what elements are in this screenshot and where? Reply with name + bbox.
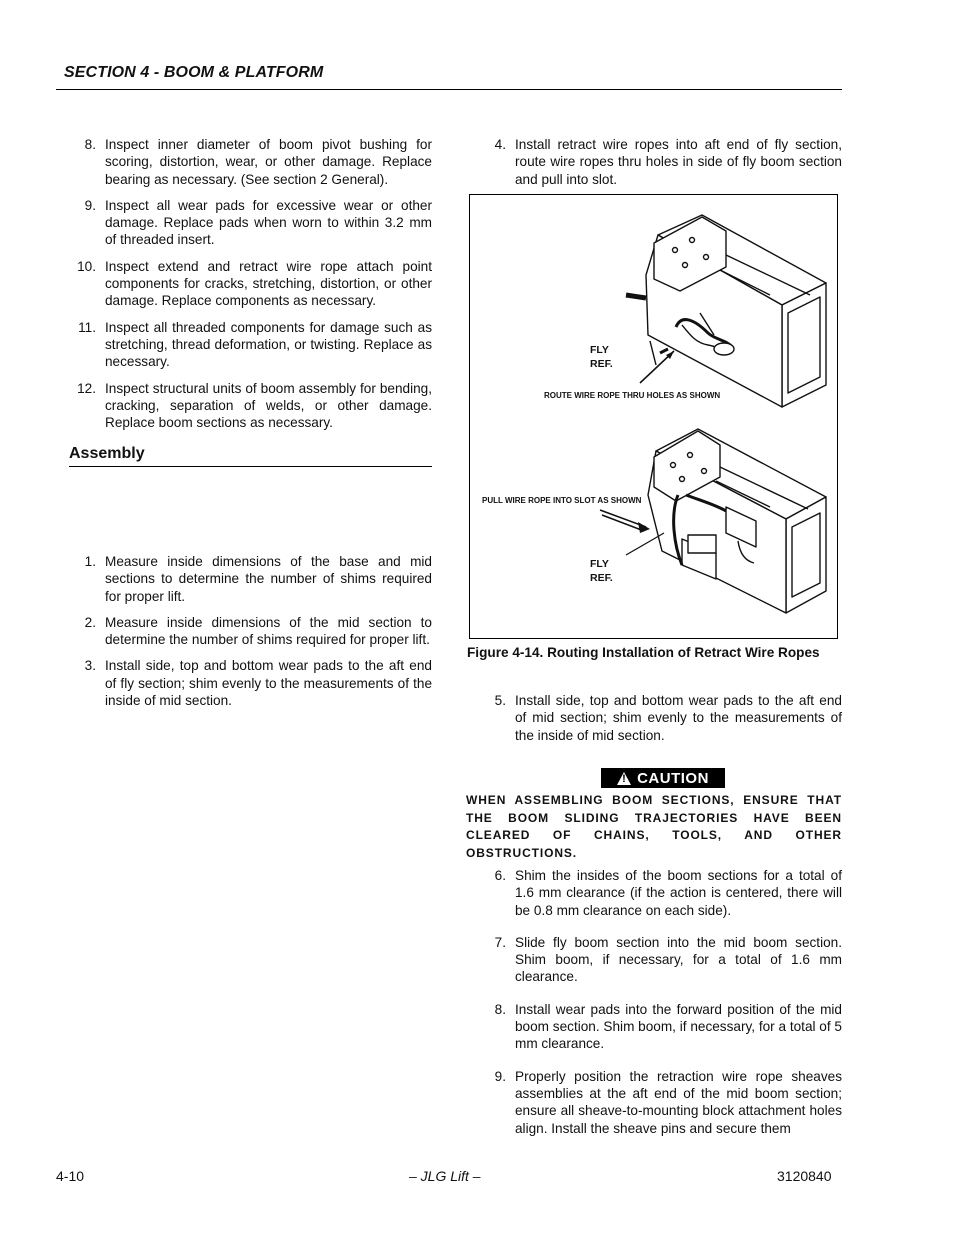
list-item-text: Shim the insides of the boom sections for a total of 1.6 mm clearance (if the action is centered, there will be 0.8 mm clearance on each side). bbox=[515, 868, 842, 918]
list-item-text: Inspect all wear pads for excessive wear or other damage. Replace pads when worn to within 3.2 mm of threaded insert. bbox=[105, 197, 432, 248]
list-item-number: 1. bbox=[84, 554, 96, 569]
list-item-number: 4. bbox=[494, 137, 506, 152]
boom-routing-illustration bbox=[470, 195, 837, 638]
list-item bbox=[68, 553, 432, 605]
list-item-text: Inspect all threaded components for damage such as stretching, thread deformation, or twisting. Replace as necessary. bbox=[105, 319, 432, 370]
list-item bbox=[478, 1001, 842, 1053]
list-item-text: Install retract wire ropes into aft end of fly section, route wire ropes thru holes in side of fly boom section and pull into slot. bbox=[515, 137, 842, 187]
list-item bbox=[68, 614, 432, 649]
list-item-text: Install wear pads into the forward position of the mid boom section. Shim boom, if necessary, for a total of 5 mm clearance. bbox=[515, 1001, 842, 1052]
list-item bbox=[478, 692, 842, 744]
list-item-text: Slide fly boom section into the mid boom section. Shim boom, if necessary, for a total of 1.6 mm clearance. bbox=[515, 934, 842, 985]
list-item bbox=[478, 1068, 842, 1137]
list-item bbox=[68, 380, 432, 432]
assembly-list-item-5 bbox=[478, 692, 842, 744]
list-item-number: 8. bbox=[84, 137, 96, 152]
list-item-number: 6. bbox=[494, 868, 506, 883]
list-item-number: 8. bbox=[494, 1001, 506, 1017]
page-number: 4-10 bbox=[56, 1168, 85, 1184]
assembly-list bbox=[68, 553, 432, 709]
list-item bbox=[68, 319, 432, 371]
caution-badge bbox=[601, 768, 725, 788]
list-item-text: Install side, top and bottom wear pads to the aft end of mid section; shim evenly to the measurements of the inside of mid section. bbox=[515, 693, 842, 743]
list-item-number: 7. bbox=[494, 934, 506, 950]
list-item bbox=[68, 657, 432, 709]
caution-badge-wrapper bbox=[601, 768, 725, 788]
inspection-list bbox=[68, 136, 432, 431]
header-divider bbox=[56, 89, 842, 90]
list-item bbox=[68, 197, 432, 249]
list-item-text: Install side, top and bottom wear pads to the aft end of fly section; shim evenly to the measurements of the inside of mid section. bbox=[105, 658, 432, 709]
list-item-number: 12. bbox=[77, 380, 96, 396]
list-item-number: 5. bbox=[494, 693, 506, 708]
list-item-number: 9. bbox=[84, 197, 96, 213]
figure-frame bbox=[469, 194, 838, 639]
fly-label-bottom: FLY bbox=[590, 558, 609, 570]
list-item-number: 10. bbox=[77, 258, 96, 274]
route-wire-rope-label: ROUTE WIRE ROPE THRU HOLES AS SHOWN bbox=[544, 391, 721, 400]
list-item-text: Measure inside dimensions of the mid section to determine the number of shims required for proper lift. bbox=[105, 614, 432, 648]
section-header-title: SECTION 4 - BOOM & PLATFORM bbox=[64, 64, 324, 81]
warning-triangle-icon bbox=[617, 772, 631, 785]
assembly-list-continued bbox=[478, 136, 842, 188]
assembly-heading: Assembly bbox=[69, 445, 432, 467]
list-item bbox=[478, 934, 842, 986]
list-item-number: 3. bbox=[84, 658, 96, 674]
footer-brand: – JLG Lift – bbox=[409, 1168, 481, 1184]
pull-wire-rope-label: PULL WIRE ROPE INTO SLOT AS SHOWN bbox=[482, 496, 642, 505]
list-item bbox=[478, 136, 842, 188]
caution-badge-label: CAUTION bbox=[637, 769, 709, 787]
list-item-text: Inspect extend and retract wire rope attach point components for cracks, stretching, distortion, or other damage. Replace components as necessary. bbox=[105, 258, 432, 309]
list-item-number: 11. bbox=[78, 319, 96, 335]
assembly-list-final bbox=[478, 867, 842, 1137]
list-item-number: 2. bbox=[84, 614, 96, 630]
list-item-text: Inspect inner diameter of boom pivot bushing for scoring, distortion, wear, or other damage. Replace bearing as necessary. (See section 2 General). bbox=[105, 137, 432, 187]
list-item bbox=[68, 136, 432, 188]
list-item bbox=[478, 867, 842, 919]
document-number: 3120840 bbox=[777, 1168, 832, 1184]
list-item bbox=[68, 258, 432, 310]
list-item-number: 9. bbox=[494, 1068, 506, 1084]
list-item-text: Inspect structural units of boom assembly for bending, cracking, separation of welds, or other damage. Replace boom sections as necessary. bbox=[105, 380, 432, 431]
caution-message: WHEN ASSEMBLING BOOM SECTIONS, ENSURE THAT THE BOOM SLIDING TRAJECTORIES HAVE BEEN CLEARED OF CHAINS, TOOLS, AND OTHER OBSTRUCTIONS. bbox=[466, 793, 842, 860]
list-item-text: Properly position the retraction wire rope sheaves assemblies at the aft end of the mid boom section; ensure all sheave-to-mounting block attachment holes align. Install the sheave pins and secure them bbox=[515, 1068, 842, 1136]
fly-label-top: FLY bbox=[590, 344, 609, 356]
ref-label-bottom: REF. bbox=[590, 572, 613, 584]
figure-caption: Figure 4-14. Routing Installation of Retract Wire Ropes bbox=[467, 645, 820, 660]
ref-label-top: REF. bbox=[590, 358, 613, 370]
list-item-text: Measure inside dimensions of the base and mid sections to determine the number of shims required for proper lift. bbox=[105, 554, 432, 604]
